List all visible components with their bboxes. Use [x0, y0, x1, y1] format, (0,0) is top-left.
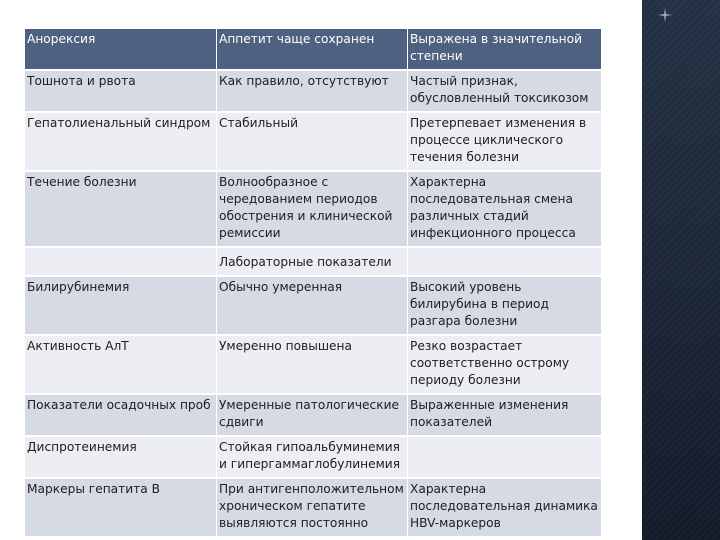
table-cell: Претерпевает изменения в процессе циклического течения болезни	[408, 113, 602, 172]
table-cell	[25, 248, 217, 277]
table-cell: Частый признак, обусловленный токсикозом	[408, 71, 602, 113]
cross-star-icon	[658, 8, 672, 22]
table-cell: Как правило, отсутствуют	[217, 71, 408, 113]
side-panel	[642, 0, 720, 540]
section-label: Лабораторные показатели	[217, 248, 408, 277]
table-cell: Гепатолиенальный синдром	[25, 113, 217, 172]
table-cell: Тошнота и рвота	[25, 71, 217, 113]
table-cell: Стойкая гипоальбуминемия и гипергаммаглобулинемия	[217, 437, 408, 479]
table-cell: Умеренно повышена	[217, 336, 408, 395]
table-row	[25, 71, 602, 113]
table-row	[25, 437, 602, 479]
table-cell: Аппетит чаще сохранен	[217, 29, 408, 71]
table-cell: Стабильный	[217, 113, 408, 172]
table-row	[25, 336, 602, 395]
table-cell: Активность АлТ	[25, 336, 217, 395]
table-cell: Билирубинемия	[25, 277, 217, 336]
table-cell: Маркеры гепатита В	[25, 479, 217, 538]
table-row	[25, 479, 602, 538]
table-cell: Показатели осадочных проб	[25, 395, 217, 437]
table-cell: Волнообразное с чередованием периодов обострения и клинической ремиссии	[217, 172, 408, 248]
table-cell: Течение болезни	[25, 172, 217, 248]
table-cell	[408, 437, 602, 479]
table-cell	[408, 248, 602, 277]
table-cell: Анорексия	[25, 29, 217, 71]
table-cell: Высокий уровень билирубина в период разгара болезни	[408, 277, 602, 336]
table-cell: Умеренные патологические сдвиги	[217, 395, 408, 437]
table-row	[25, 113, 602, 172]
table-row	[25, 172, 602, 248]
table-row	[25, 277, 602, 336]
table-row	[25, 395, 602, 437]
table-cell: Обычно умеренная	[217, 277, 408, 336]
table-cell: Характерна последовательная смена различных стадий инфекционного процесса	[408, 172, 602, 248]
table-cell: Диспротеинемия	[25, 437, 217, 479]
section-row	[25, 248, 602, 277]
table-cell: Выраженные изменения показателей	[408, 395, 602, 437]
comparison-table	[25, 29, 602, 538]
table-cell: Выражена в значительной степени	[408, 29, 602, 71]
table-cell: При антигенположительном хроническом гепатите выявляются постоянно	[217, 479, 408, 538]
table-header-row	[25, 29, 602, 71]
table-cell: Резко возрастает соответственно острому периоду болезни	[408, 336, 602, 395]
table-cell: Характерна последовательная динамика HBV-маркеров	[408, 479, 602, 538]
